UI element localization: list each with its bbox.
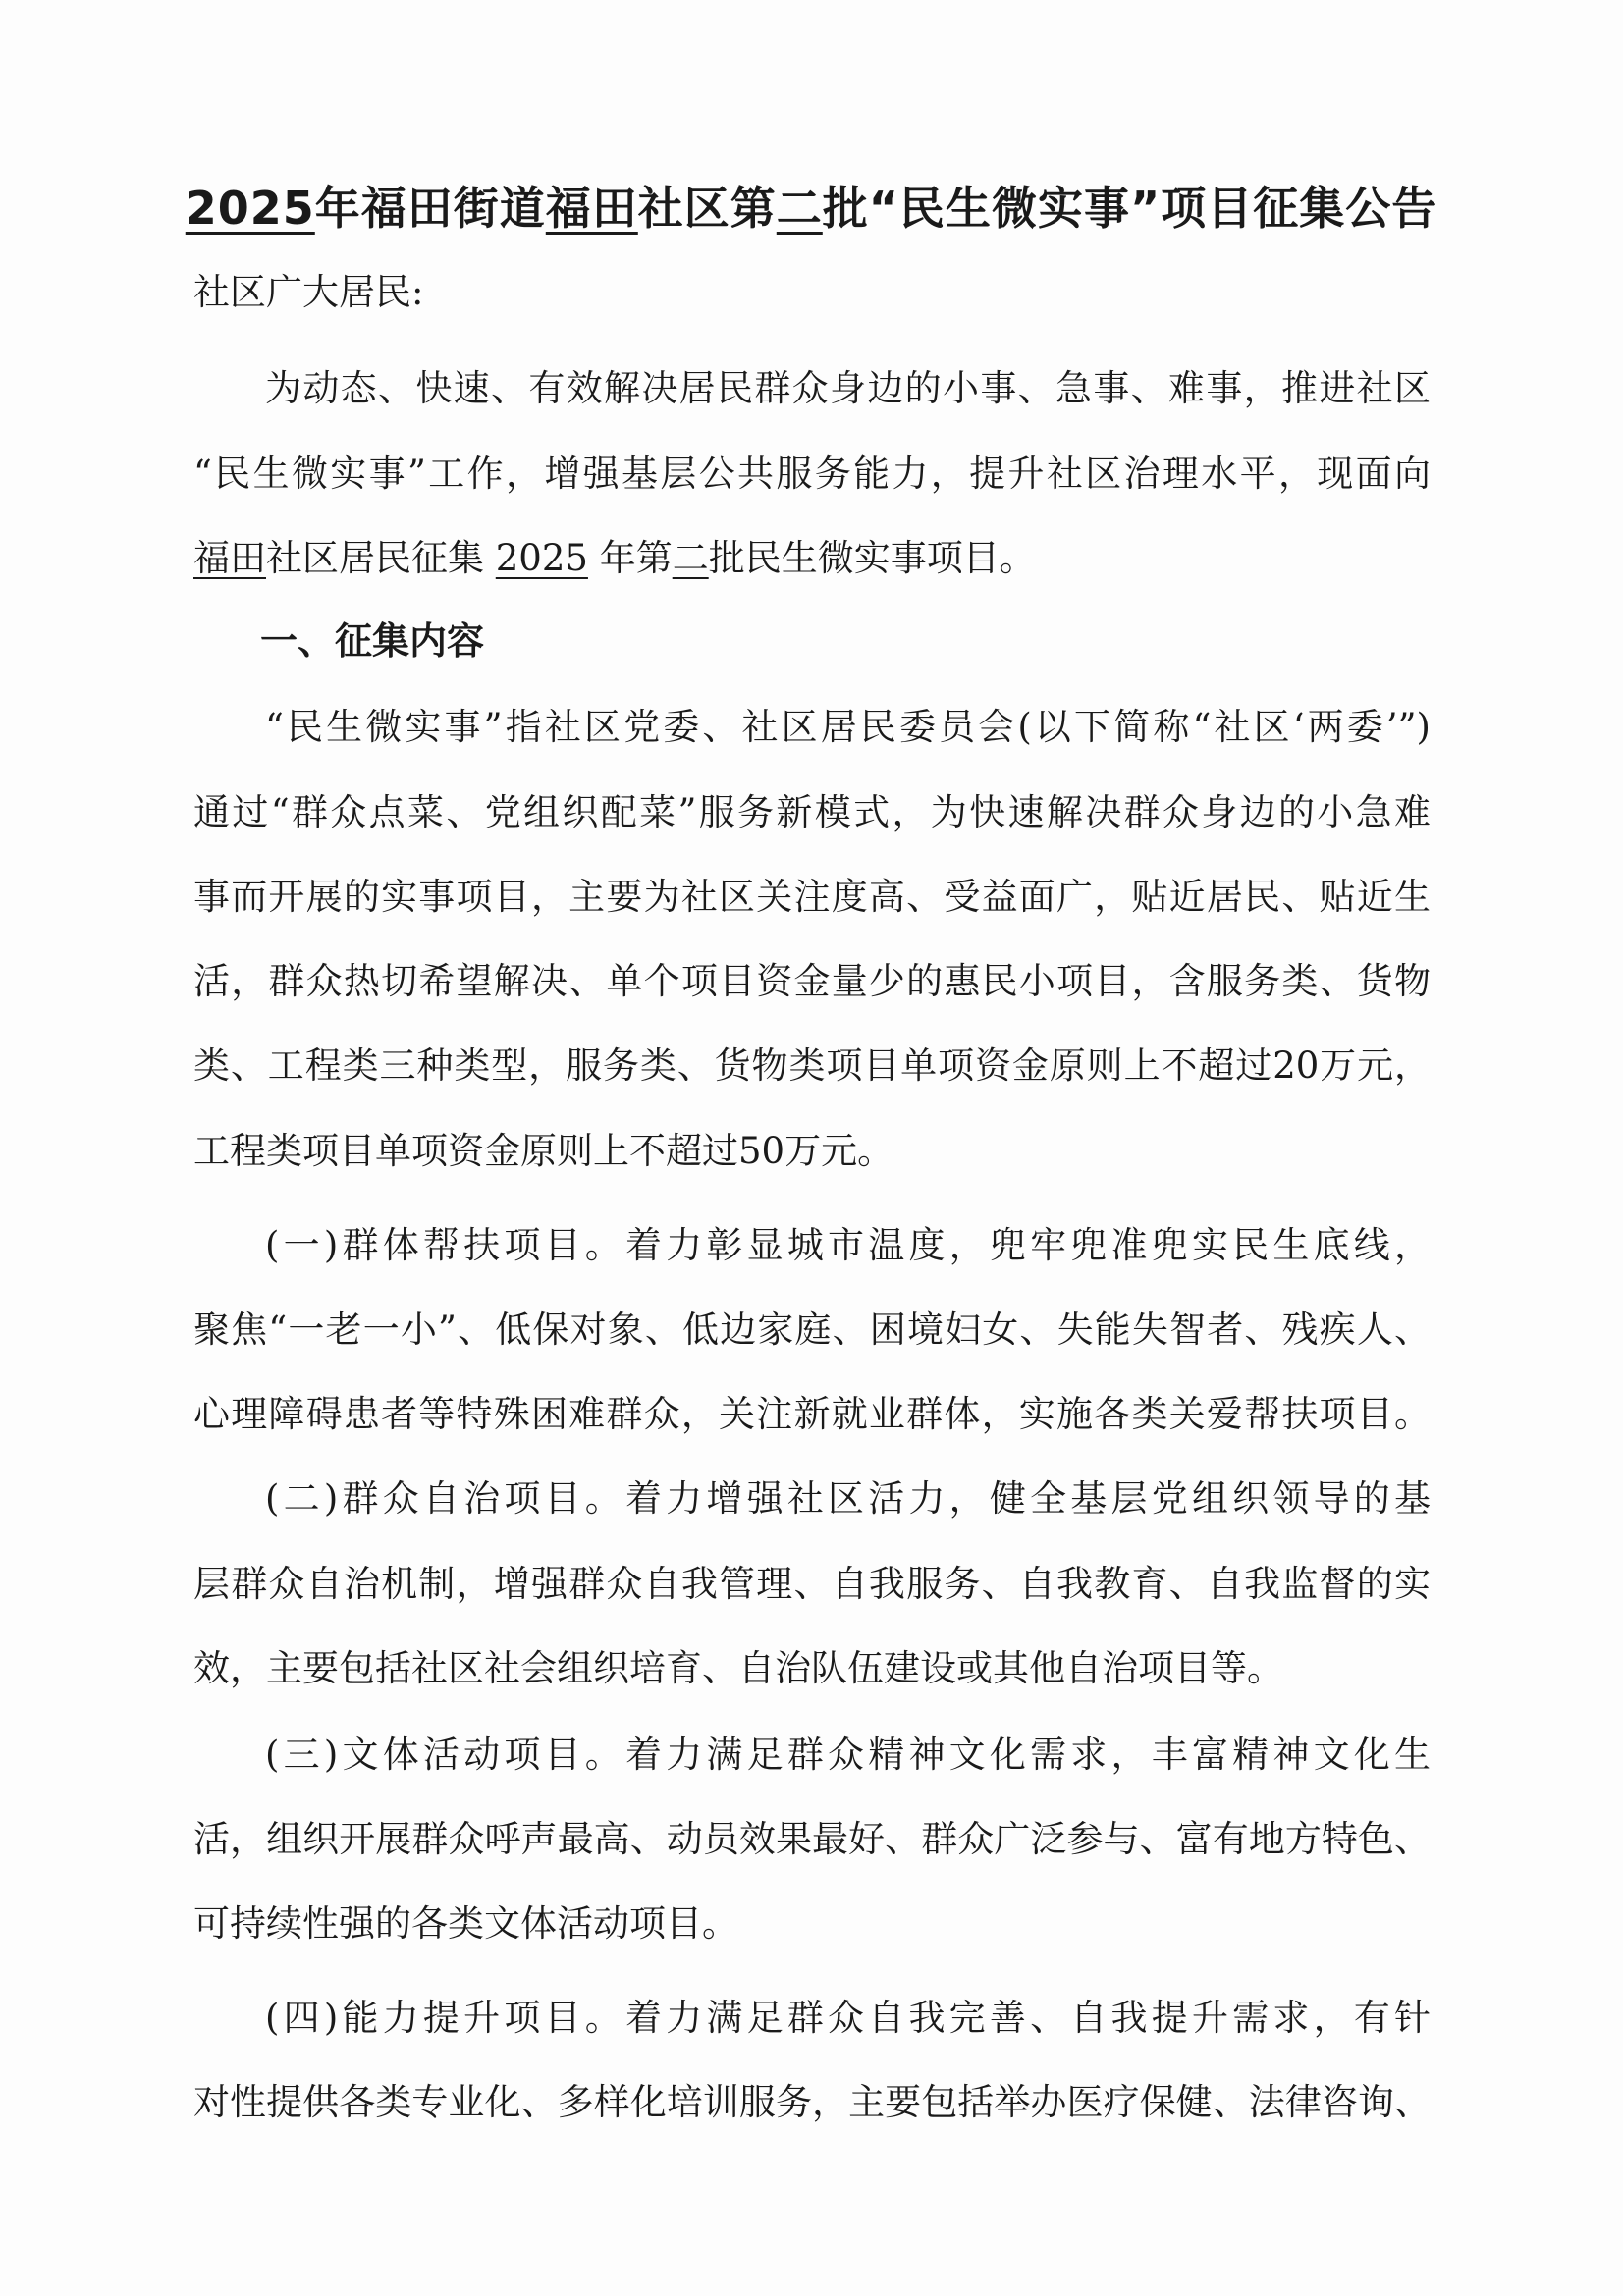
intro-batch: 二: [672, 537, 709, 579]
section1-line-3: 事而开展的实事项目，主要为社区关注度高、受益面广，贴近居民、贴近生: [193, 876, 1431, 918]
item3-line-1: (三)文体活动项目。着力满足群众精神文化需求，丰富精神文化生: [265, 1734, 1431, 1776]
item2-line-3: 效，主要包括社区社会组织培育、自治队伍建设或其他自治项目等。: [193, 1647, 1283, 1689]
intro-line-1: 为动态、快速、有效解决居民群众身边的小事、急事、难事，推进社区: [265, 367, 1431, 409]
intro-text-a: 社区居民征集: [266, 537, 484, 579]
item1-line-2: 聚焦“一老一小”、低保对象、低边家庭、困境妇女、失能失智者、残疾人、: [193, 1308, 1431, 1351]
item1-line-1: (一)群体帮扶项目。着力彰显城市温度，兜牢兜准兜实民生底线，: [265, 1224, 1431, 1266]
item2-line-1: (二)群众自治项目。着力增强社区活力，健全基层党组织领导的基: [265, 1477, 1431, 1520]
intro-year: 2025: [495, 537, 588, 579]
item3-line-2: 活，组织开展群众呼声最高、动员效果最好、群众广泛参与、富有地方特色、: [193, 1818, 1431, 1860]
title-part1: 年福田街道: [314, 182, 546, 235]
item2-line-2: 层群众自治机制，增强群众自我管理、自我服务、自我教育、自我监督的实: [193, 1563, 1431, 1605]
section1-line-1: “民生微实事”指社区党委、社区居民委员会(以下简称“社区‘两委’”): [265, 706, 1431, 748]
intro-line-2: “民生微实事”工作，增强基层公共服务能力，提升社区治理水平，现面向: [193, 453, 1431, 495]
item3-line-3: 可持续性强的各类文体活动项目。: [193, 1902, 738, 1945]
title-batch: 二: [776, 182, 823, 235]
section-heading-1: 一、征集内容: [260, 619, 485, 663]
section1-line-5: 类、工程类三种类型，服务类、货物类项目单项资金原则上不超过20万元，: [193, 1044, 1431, 1087]
section1-line-2: 通过“群众点菜、党组织配菜”服务新模式，为快速解决群众身边的小急难: [193, 791, 1431, 833]
title-year: 2025: [185, 182, 315, 235]
item4-line-2: 对性提供各类专业化、多样化培训服务，主要包括举办医疗保健、法律咨询、: [193, 2081, 1431, 2123]
title-community: 福田: [545, 182, 638, 235]
intro-text-c: 批民生微实事项目。: [708, 537, 1036, 579]
salutation: 社区广大居民:: [193, 271, 424, 313]
document-title: [147, 177, 1476, 240]
intro-community: 福田: [193, 537, 266, 579]
title-part2: 社区第: [637, 182, 777, 235]
title-part3: 批“民生微实事”项目征集公告: [822, 182, 1438, 235]
item4-line-1: (四)能力提升项目。着力满足群众自我完善、自我提升需求，有针: [265, 1997, 1431, 2039]
intro-line-3: [193, 531, 1431, 586]
item1-line-3: 心理障碍患者等特殊困难群众，关注新就业群体，实施各类关爱帮扶项目。: [193, 1393, 1431, 1435]
intro-text-b: 年第: [599, 537, 673, 579]
section1-line-6: 工程类项目单项资金原则上不超过50万元。: [193, 1130, 894, 1172]
section1-line-4: 活，群众热切希望解决、单个项目资金量少的惠民小项目，含服务类、货物: [193, 960, 1431, 1002]
